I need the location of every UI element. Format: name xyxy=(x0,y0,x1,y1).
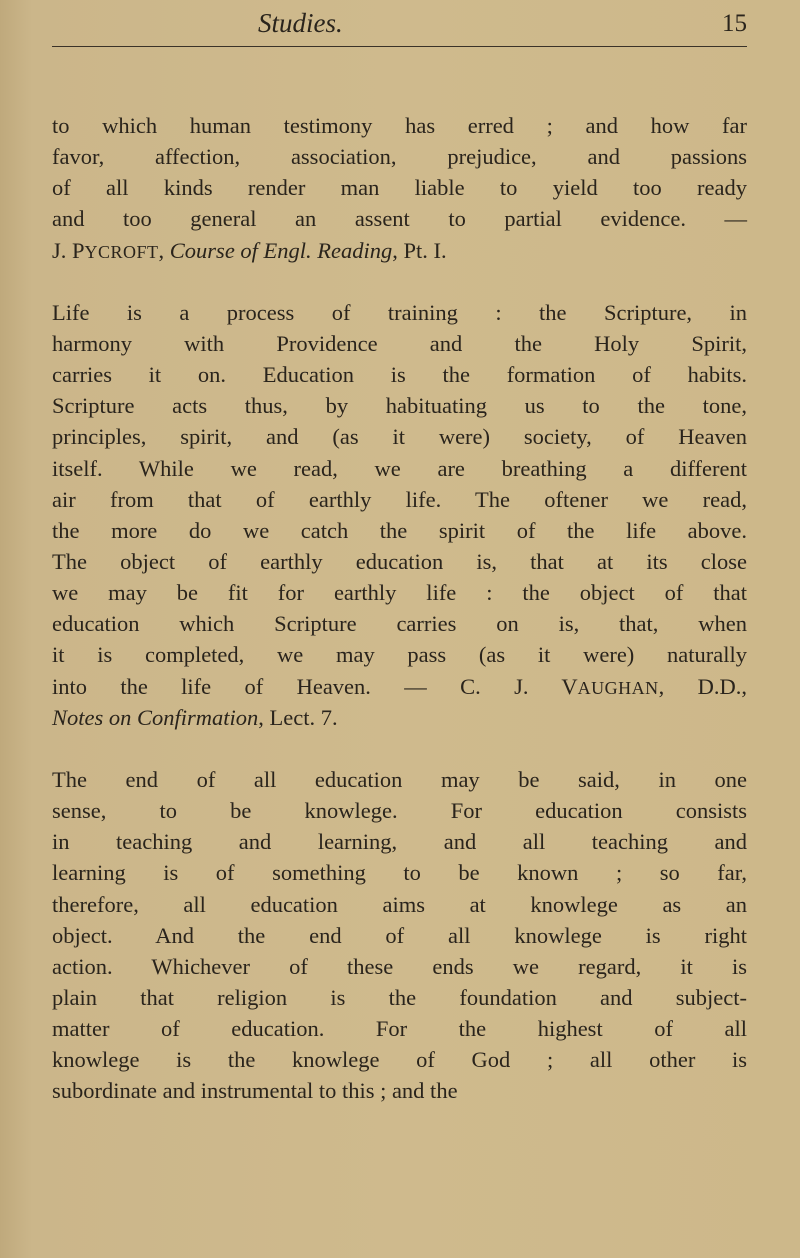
text-line xyxy=(52,453,747,484)
text-line xyxy=(52,857,747,888)
citation-title: Course of Engl. Reading xyxy=(169,237,393,263)
text-line xyxy=(52,826,747,857)
text-segment: J. P xyxy=(52,237,85,263)
text-segment: harmony with Providence and the Holy Spirit, xyxy=(52,330,747,356)
author-name: AUGHAN xyxy=(577,677,659,698)
text-segment: itself. While we read, we are breathing a different xyxy=(52,455,747,481)
text-line xyxy=(52,297,747,328)
text-line xyxy=(52,359,747,390)
text-segment: matter of education. For the highest of all xyxy=(52,1016,747,1042)
text-segment: , Pt. I. xyxy=(392,237,447,263)
text-segment: , Lect. 7. xyxy=(258,704,338,730)
text-line xyxy=(52,421,747,452)
text-segment: in teaching and learning, and all teaching and xyxy=(52,829,747,855)
text-segment: the more do we catch the spirit of the life above. xyxy=(52,517,747,543)
text-line xyxy=(52,1075,747,1106)
text-line xyxy=(52,1013,747,1044)
text-segment: learning is of something to be known ; so far, xyxy=(52,860,747,886)
text-line xyxy=(52,639,747,670)
paragraph xyxy=(52,297,747,733)
paragraph xyxy=(52,764,747,1107)
page-header xyxy=(52,6,747,47)
text-segment: action. Whichever of these ends we regard, it is xyxy=(52,953,747,979)
text-segment: object. And the end of all knowlege is right xyxy=(52,922,747,948)
text-segment: and too general an assent to partial evidence. — xyxy=(52,206,747,232)
paragraph-gap xyxy=(52,733,747,764)
author-name: YCROFT xyxy=(84,241,159,262)
text-segment: plain that religion is the foundation and subject- xyxy=(52,984,747,1010)
text-segment: air from that of earthly life. The oftener we read, xyxy=(52,486,747,512)
text-segment: , xyxy=(158,237,170,263)
text-segment: favor, affection, association, prejudice, and passions xyxy=(52,144,747,170)
text-segment: carries it on. Education is the formation of habits. xyxy=(52,362,747,388)
running-title: Studies. xyxy=(258,8,343,38)
text-line xyxy=(52,328,747,359)
paragraph xyxy=(52,110,747,266)
text-line xyxy=(52,546,747,577)
text-line xyxy=(52,982,747,1013)
text-line xyxy=(52,608,747,639)
text-line xyxy=(52,515,747,546)
text-segment: it is completed, we may pass (as it were) naturally xyxy=(52,642,747,668)
text-line xyxy=(52,172,747,203)
text-line xyxy=(52,577,747,608)
text-segment: education which Scripture carries on is, that, when xyxy=(52,611,747,637)
text-segment: of all kinds render man liable to yield too ready xyxy=(52,175,747,201)
text-line xyxy=(52,235,747,266)
text-segment: sense, to be knowlege. For education consists xyxy=(52,798,747,824)
text-line xyxy=(52,110,747,141)
text-segment: Scripture acts thus, by habituating us to the tone, xyxy=(52,393,747,419)
text-segment: Life is a process of training : the Scripture, in xyxy=(52,299,747,325)
text-line xyxy=(52,203,747,234)
text-segment: , D.D., xyxy=(658,673,747,699)
text-line xyxy=(52,390,747,421)
text-segment: principles, spirit, and (as it were) society, of Heaven xyxy=(52,424,747,450)
page-body xyxy=(52,110,747,1107)
page-number: 15 xyxy=(722,10,747,37)
text-line xyxy=(52,702,747,733)
text-line xyxy=(52,951,747,982)
text-segment: we may be fit for earthly life : the object of that xyxy=(52,580,747,606)
text-line xyxy=(52,1044,747,1075)
text-segment: to which human testimony has erred ; and how far xyxy=(52,113,747,138)
text-line xyxy=(52,484,747,515)
text-segment: The end of all education may be said, in one xyxy=(52,766,747,792)
text-line xyxy=(52,764,747,795)
text-line xyxy=(52,141,747,172)
paragraph-gap xyxy=(52,266,747,297)
text-segment: The object of earthly education is, that at its close xyxy=(52,548,747,574)
text-segment: therefore, all education aims at knowlege as an xyxy=(52,891,747,917)
text-line xyxy=(52,889,747,920)
text-segment: into the life of Heaven. — C. J. V xyxy=(52,673,578,699)
citation-title: Notes on Confirmation xyxy=(52,704,259,730)
text-line xyxy=(52,920,747,951)
text-line xyxy=(52,671,747,702)
text-segment: knowlege is the knowlege of God ; all other is xyxy=(52,1047,747,1073)
text-line xyxy=(52,795,747,826)
text-segment: subordinate and instrumental to this ; and the xyxy=(52,1078,458,1104)
